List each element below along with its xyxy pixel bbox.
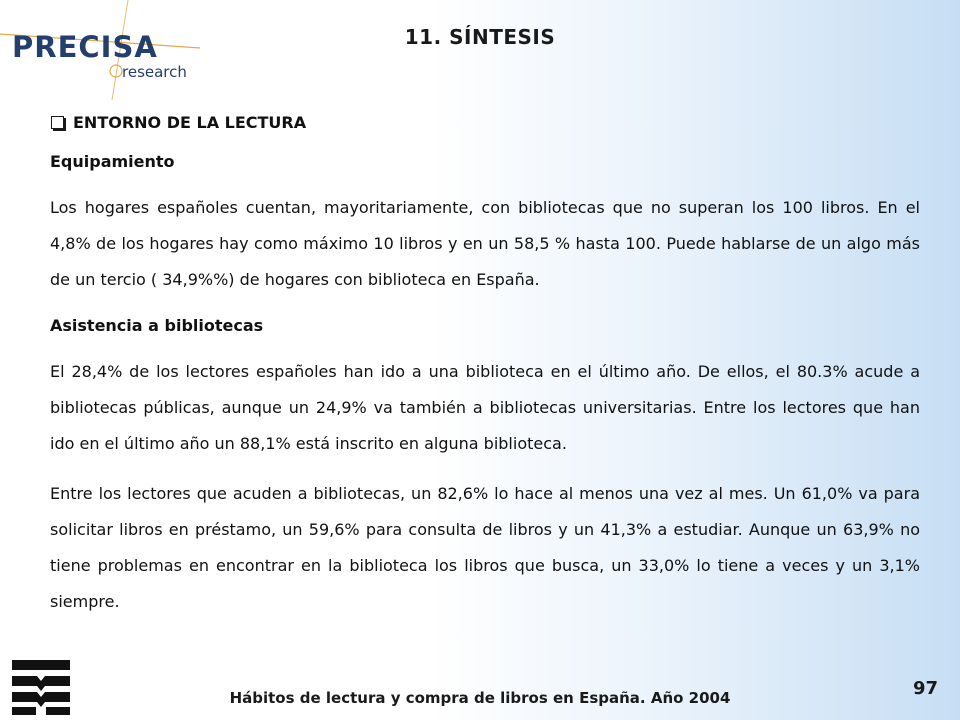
subheading-equipamiento: Equipamiento	[50, 152, 175, 171]
section-heading	[50, 108, 920, 136]
paragraph: El 28,4% de los lectores españoles han ido a una biblioteca en el último año. De ellos, el 80.3% acude a bibliotecas públicas, aunque un 24,9% va también a bibliotecas universitarias. Entre los lectores que han ido en el último año un 88,1% está inscrito en alguna biblioteca.	[50, 362, 920, 453]
page-number: 97	[912, 678, 938, 699]
paragraph: Entre los lectores que acuden a bibliotecas, un 82,6% lo hace al menos una vez al mes. Un 61,0% va para solicitar libros en préstamo, un 59,6% para consulta de libros y un 41,3% a estudiar. Aunque un 63,9% no tiene problemas en encontrar en la biblioteca los libros que busca, un 33,0% lo tiene a veces y un 3,1% siempre.	[50, 484, 920, 611]
precisa-logo	[0, 0, 210, 100]
subheading-asistencia: Asistencia a bibliotecas	[50, 316, 264, 335]
footer-logo	[12, 660, 72, 716]
logo-sub-text: research	[122, 63, 187, 81]
footer-text: Hábitos de lectura y compra de libros en España. Año 2004	[229, 689, 731, 707]
checkbox-bullet-icon	[51, 116, 64, 129]
paragraph: Los hogares españoles cuentan, mayoritariamente, con bibliotecas que no superan los 100 libros. En el 4,8% de los hogares hay como máximo 10 libros y en un 58,5 % hasta 100. Puede hablarse de un algo más de un tercio ( 34,9%%) de hogares con biblioteca en España.	[50, 198, 920, 289]
logo-main-text: PRECISA	[12, 30, 158, 64]
book-stack-icon	[12, 660, 72, 716]
content-area	[50, 108, 920, 634]
section-heading-label: ENTORNO DE LA LECTURA	[73, 112, 307, 132]
page-title: 11. SÍNTESIS	[404, 25, 556, 49]
